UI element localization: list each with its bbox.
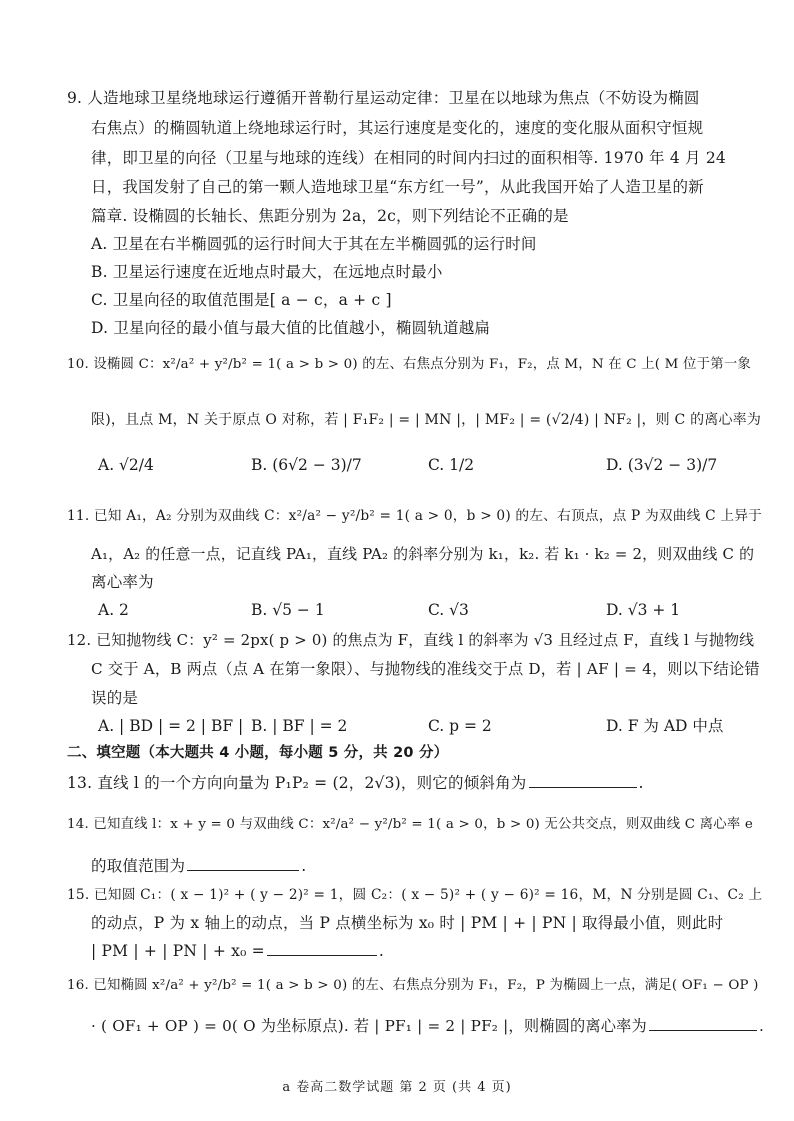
q13-end: . (638, 774, 644, 792)
q16-answer-blank[interactable] (649, 1015, 757, 1031)
q12-line-2: C 交于 A，B 两点（点 A 在第一象限）、与抛物线的准线交于点 D，若 | AF | = 4，则以下结论错 (91, 660, 760, 678)
q15-line-2: 的动点，P 为 x 轴上的动点，当 P 点横坐标为 x₀ 时 | PM | + | PN | 取得最小值，则此时 (91, 914, 724, 932)
q11-line-3: 离心率为 (91, 573, 154, 591)
q9-line-1: 9. 人造地球卫星绕地球运行遵循开普勒行星运动定律：卫星在以地球为焦点（不妨设为椭圆 (67, 89, 700, 107)
q14-line-1: 14. 已知直线 l：x + y = 0 与双曲线 C：x²/a² − y²/b² = 1( a > 0，b > 0) 无公共交点，则双曲线 C 离心率 e (67, 817, 754, 832)
q11-line-1: 11. 已知 A₁，A₂ 分别为双曲线 C：x²/a² − y²/b² = 1( a > 0，b > 0) 的左、右顶点，点 P 为双曲线 C 上异于 (67, 508, 763, 524)
q12-option-d: D. F 为 AD 中点 (606, 717, 724, 735)
q13-line (67, 772, 644, 793)
q10-line-1: 10. 设椭圆 C：x²/a² + y²/b² = 1( a > b > 0) 的左、右焦点分别为 F₁，F₂，点 M，N 在 C 上( M 位于第一象 (67, 357, 752, 372)
q11-option-a: A. 2 (98, 601, 129, 619)
q13-text: 13. 直线 l 的一个方向向量为 P₁P₂ = (2，2√3)，则它的倾斜角为 (67, 774, 527, 792)
q9-option-a: A. 卫星在右半椭圆弧的运行时间大于其在左半椭圆弧的运行时间 (91, 235, 537, 253)
q11-line-2: A₁，A₂ 的任意一点，记直线 PA₁，直线 PA₂ 的斜率分别为 k₁，k₂. 若 k₁ · k₂ = 2，则双曲线 C 的 (91, 545, 755, 563)
q14-text: 的取值范围为 (91, 857, 186, 875)
q14-end: . (301, 857, 307, 875)
q9-line-2: 右焦点）的椭圆轨道上绕地球运行时，其运行速度是变化的，速度的变化服从面积守恒规 (91, 119, 704, 137)
q12-option-c: C. p = 2 (428, 717, 492, 735)
q15-text: | PM | + | PN | + x₀ = (91, 942, 265, 960)
q11-option-d: D. √3 + 1 (606, 601, 681, 619)
q16-line-2 (91, 1015, 764, 1036)
q12-line-1: 12. 已知抛物线 C：y² = 2px( p > 0) 的焦点为 F，直线 l 的斜率为 √3 且经过点 F，直线 l 与抛物线 (67, 631, 755, 649)
q15-answer-blank[interactable] (267, 940, 377, 956)
q16-line-1: 16. 已知椭圆 x²/a² + y²/b² = 1( a > b > 0) 的左、右焦点分别为 F₁，F₂，P 为椭圆上一点，满足( OF₁ − OP ) (67, 978, 759, 993)
q10-option-a: A. √2/4 (98, 456, 154, 474)
q13-answer-blank[interactable] (529, 772, 637, 788)
q14-answer-blank[interactable] (187, 855, 299, 871)
q9-option-c: C. 卫星向径的取值范围是[ a − c，a + c ] (91, 291, 392, 309)
q12-option-b: B. | BF | = 2 (251, 717, 348, 735)
q9-option-b: B. 卫星运行速度在近地点时最大，在远地点时最小 (91, 263, 443, 281)
q10-option-c: C. 1/2 (428, 456, 475, 474)
page-footer: a 卷高二数学试题 第 2 页 (共 4 页) (282, 1080, 512, 1095)
q9-line-4: 日，我国发射了自己的第一颗人造地球卫星“东方红一号”，从此我国开始了人造卫星的新 (91, 178, 704, 196)
q15-end: . (378, 942, 384, 960)
q16-text: · ( OF₁ + OP ) = 0( O 为坐标原点). 若 | PF₁ | = 2 | PF₂ |，则椭圆的离心率为 (91, 1017, 647, 1035)
q12-line-3: 误的是 (91, 689, 139, 707)
q9-line-5: 篇章. 设椭圆的长轴长、焦距分别为 2a，2c，则下列结论不正确的是 (91, 207, 569, 225)
q10-option-d: D. (3√2 − 3)/7 (606, 456, 718, 474)
q9-option-d: D. 卫星向径的最小值与最大值的比值越小，椭圆轨道越扁 (91, 319, 491, 337)
section-2-title: 二、填空题（本大题共 4 小题，每小题 5 分，共 20 分） (67, 745, 449, 761)
q15-line-1: 15. 已知圆 C₁：( x − 1)² + ( y − 2)² = 1，圆 C₂：( x − 5)² + ( y − 6)² = 16，M，N 分别是圆 C₁、C₂ 上 (67, 887, 763, 903)
q14-line-2 (91, 855, 306, 876)
q11-option-b: B. √5 − 1 (251, 601, 325, 619)
q9-line-3: 律，即卫星的向径（卫星与地球的连线）在相同的时间内扫过的面积相等. 1970 年 4 月 24 (91, 149, 726, 167)
q12-option-a: A. | BD | = 2 | BF | (98, 717, 244, 735)
q16-end: . (758, 1017, 764, 1035)
q11-option-c: C. √3 (428, 601, 469, 619)
q15-line-3 (91, 940, 384, 961)
q10-line-2: 限)，且点 M，N 关于原点 O 对称，若 | F₁F₂ | = | MN |，| MF₂ | = (√2/4) | NF₂ |，则 C 的离心率为 (91, 412, 762, 428)
q10-option-b: B. (6√2 − 3)/7 (251, 456, 362, 474)
